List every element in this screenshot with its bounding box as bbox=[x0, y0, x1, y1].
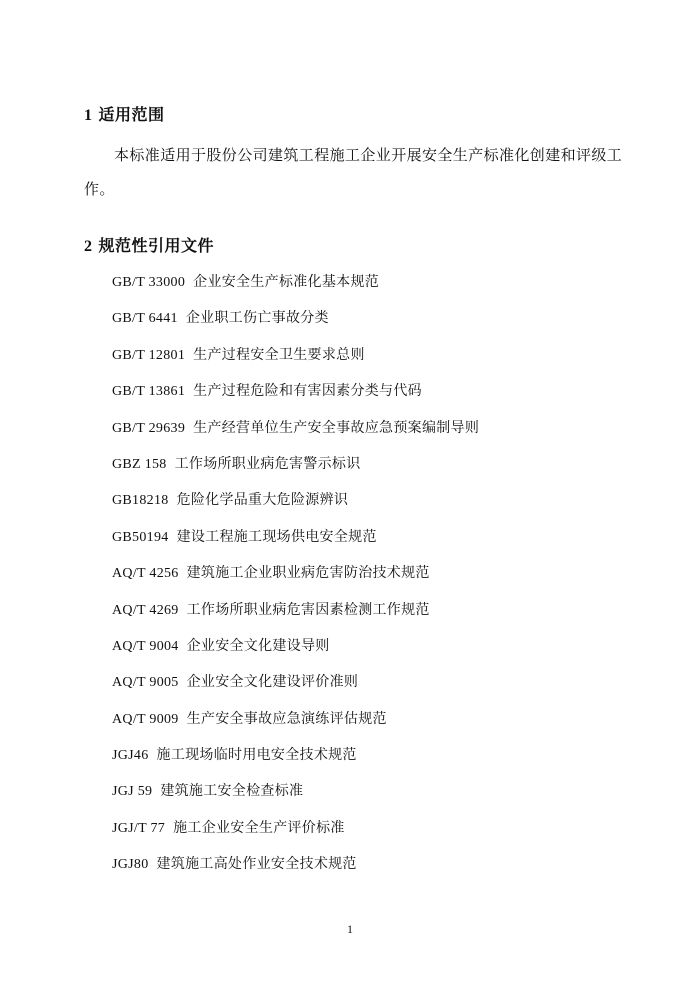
reference-title: 建设工程施工现场供电安全规范 bbox=[176, 528, 377, 545]
reference-item bbox=[112, 745, 479, 781]
reference-item bbox=[112, 854, 479, 890]
reference-code: GB/T 6441 bbox=[112, 311, 178, 327]
section-1-title: 适用范围 bbox=[98, 105, 165, 124]
reference-title: 工作场所职业病危害警示标识 bbox=[174, 455, 361, 472]
reference-code: GBZ 158 bbox=[112, 456, 167, 472]
reference-code: GB/T 12801 bbox=[112, 347, 186, 363]
section-2-heading bbox=[84, 233, 214, 256]
reference-item bbox=[112, 709, 479, 745]
page-number: 1 bbox=[347, 922, 353, 936]
reference-code: AQ/T 9004 bbox=[112, 638, 179, 654]
reference-list bbox=[112, 272, 479, 891]
section-1-paragraph: 本标准适用于股份公司建筑工程施工企业开展安全生产标准化创建和评级工作。 bbox=[84, 146, 623, 198]
section-1-heading bbox=[84, 102, 165, 125]
reference-item bbox=[112, 781, 479, 817]
reference-title: 企业安全生产标准化基本规范 bbox=[193, 274, 380, 290]
reference-item bbox=[112, 600, 479, 636]
reference-title: 建筑施工安全检查标准 bbox=[160, 783, 304, 800]
reference-item bbox=[112, 454, 479, 490]
reference-item bbox=[112, 272, 479, 308]
reference-code: GB50194 bbox=[112, 529, 169, 545]
reference-item bbox=[112, 381, 479, 417]
reference-code: GB/T 33000 bbox=[112, 275, 186, 290]
reference-code: AQ/T 9005 bbox=[112, 675, 179, 691]
reference-title: 企业安全文化建设导则 bbox=[186, 637, 330, 654]
reference-code: GB/T 13861 bbox=[112, 384, 186, 400]
reference-code: JGJ 59 bbox=[112, 784, 153, 800]
reference-title: 工作场所职业病危害因素检测工作规范 bbox=[186, 601, 430, 618]
reference-code: GB18218 bbox=[112, 493, 169, 509]
reference-title: 生产经营单位生产安全事故应急预案编制导则 bbox=[193, 419, 480, 436]
reference-item bbox=[112, 308, 479, 344]
reference-item bbox=[112, 345, 479, 381]
reference-code: AQ/T 9009 bbox=[112, 711, 179, 727]
reference-title: 企业职工伤亡事故分类 bbox=[185, 310, 329, 327]
reference-title: 生产安全事故应急演练评估规范 bbox=[186, 710, 387, 727]
reference-title: 生产过程安全卫生要求总则 bbox=[193, 346, 365, 363]
section-1-number: 1 bbox=[84, 107, 93, 124]
reference-code: GB/T 29639 bbox=[112, 420, 186, 436]
reference-item bbox=[112, 490, 479, 526]
reference-title: 施工企业安全生产评价标准 bbox=[173, 819, 345, 836]
reference-code: AQ/T 4269 bbox=[112, 602, 179, 618]
reference-code: JGJ46 bbox=[112, 748, 149, 764]
section-2-title: 规范性引用文件 bbox=[98, 236, 215, 255]
reference-item bbox=[112, 636, 479, 672]
reference-title: 建筑施工高处作业安全技术规范 bbox=[156, 856, 357, 873]
reference-title: 施工现场临时用电安全技术规范 bbox=[156, 747, 357, 764]
section-2-number: 2 bbox=[84, 238, 93, 255]
reference-code: AQ/T 4256 bbox=[112, 566, 179, 582]
reference-item bbox=[112, 563, 479, 599]
reference-title: 企业安全文化建设评价准则 bbox=[186, 674, 359, 691]
reference-title: 建筑施工企业职业病危害防治技术规范 bbox=[186, 565, 430, 582]
reference-code: JGJ/T 77 bbox=[112, 820, 166, 836]
reference-item bbox=[112, 418, 479, 454]
reference-item bbox=[112, 818, 479, 854]
reference-title: 危险化学品重大危险源辨识 bbox=[176, 492, 349, 509]
reference-title: 生产过程危险和有害因素分类与代码 bbox=[193, 383, 422, 400]
reference-code: JGJ80 bbox=[112, 857, 149, 873]
reference-item bbox=[112, 527, 479, 563]
reference-item bbox=[112, 672, 479, 708]
